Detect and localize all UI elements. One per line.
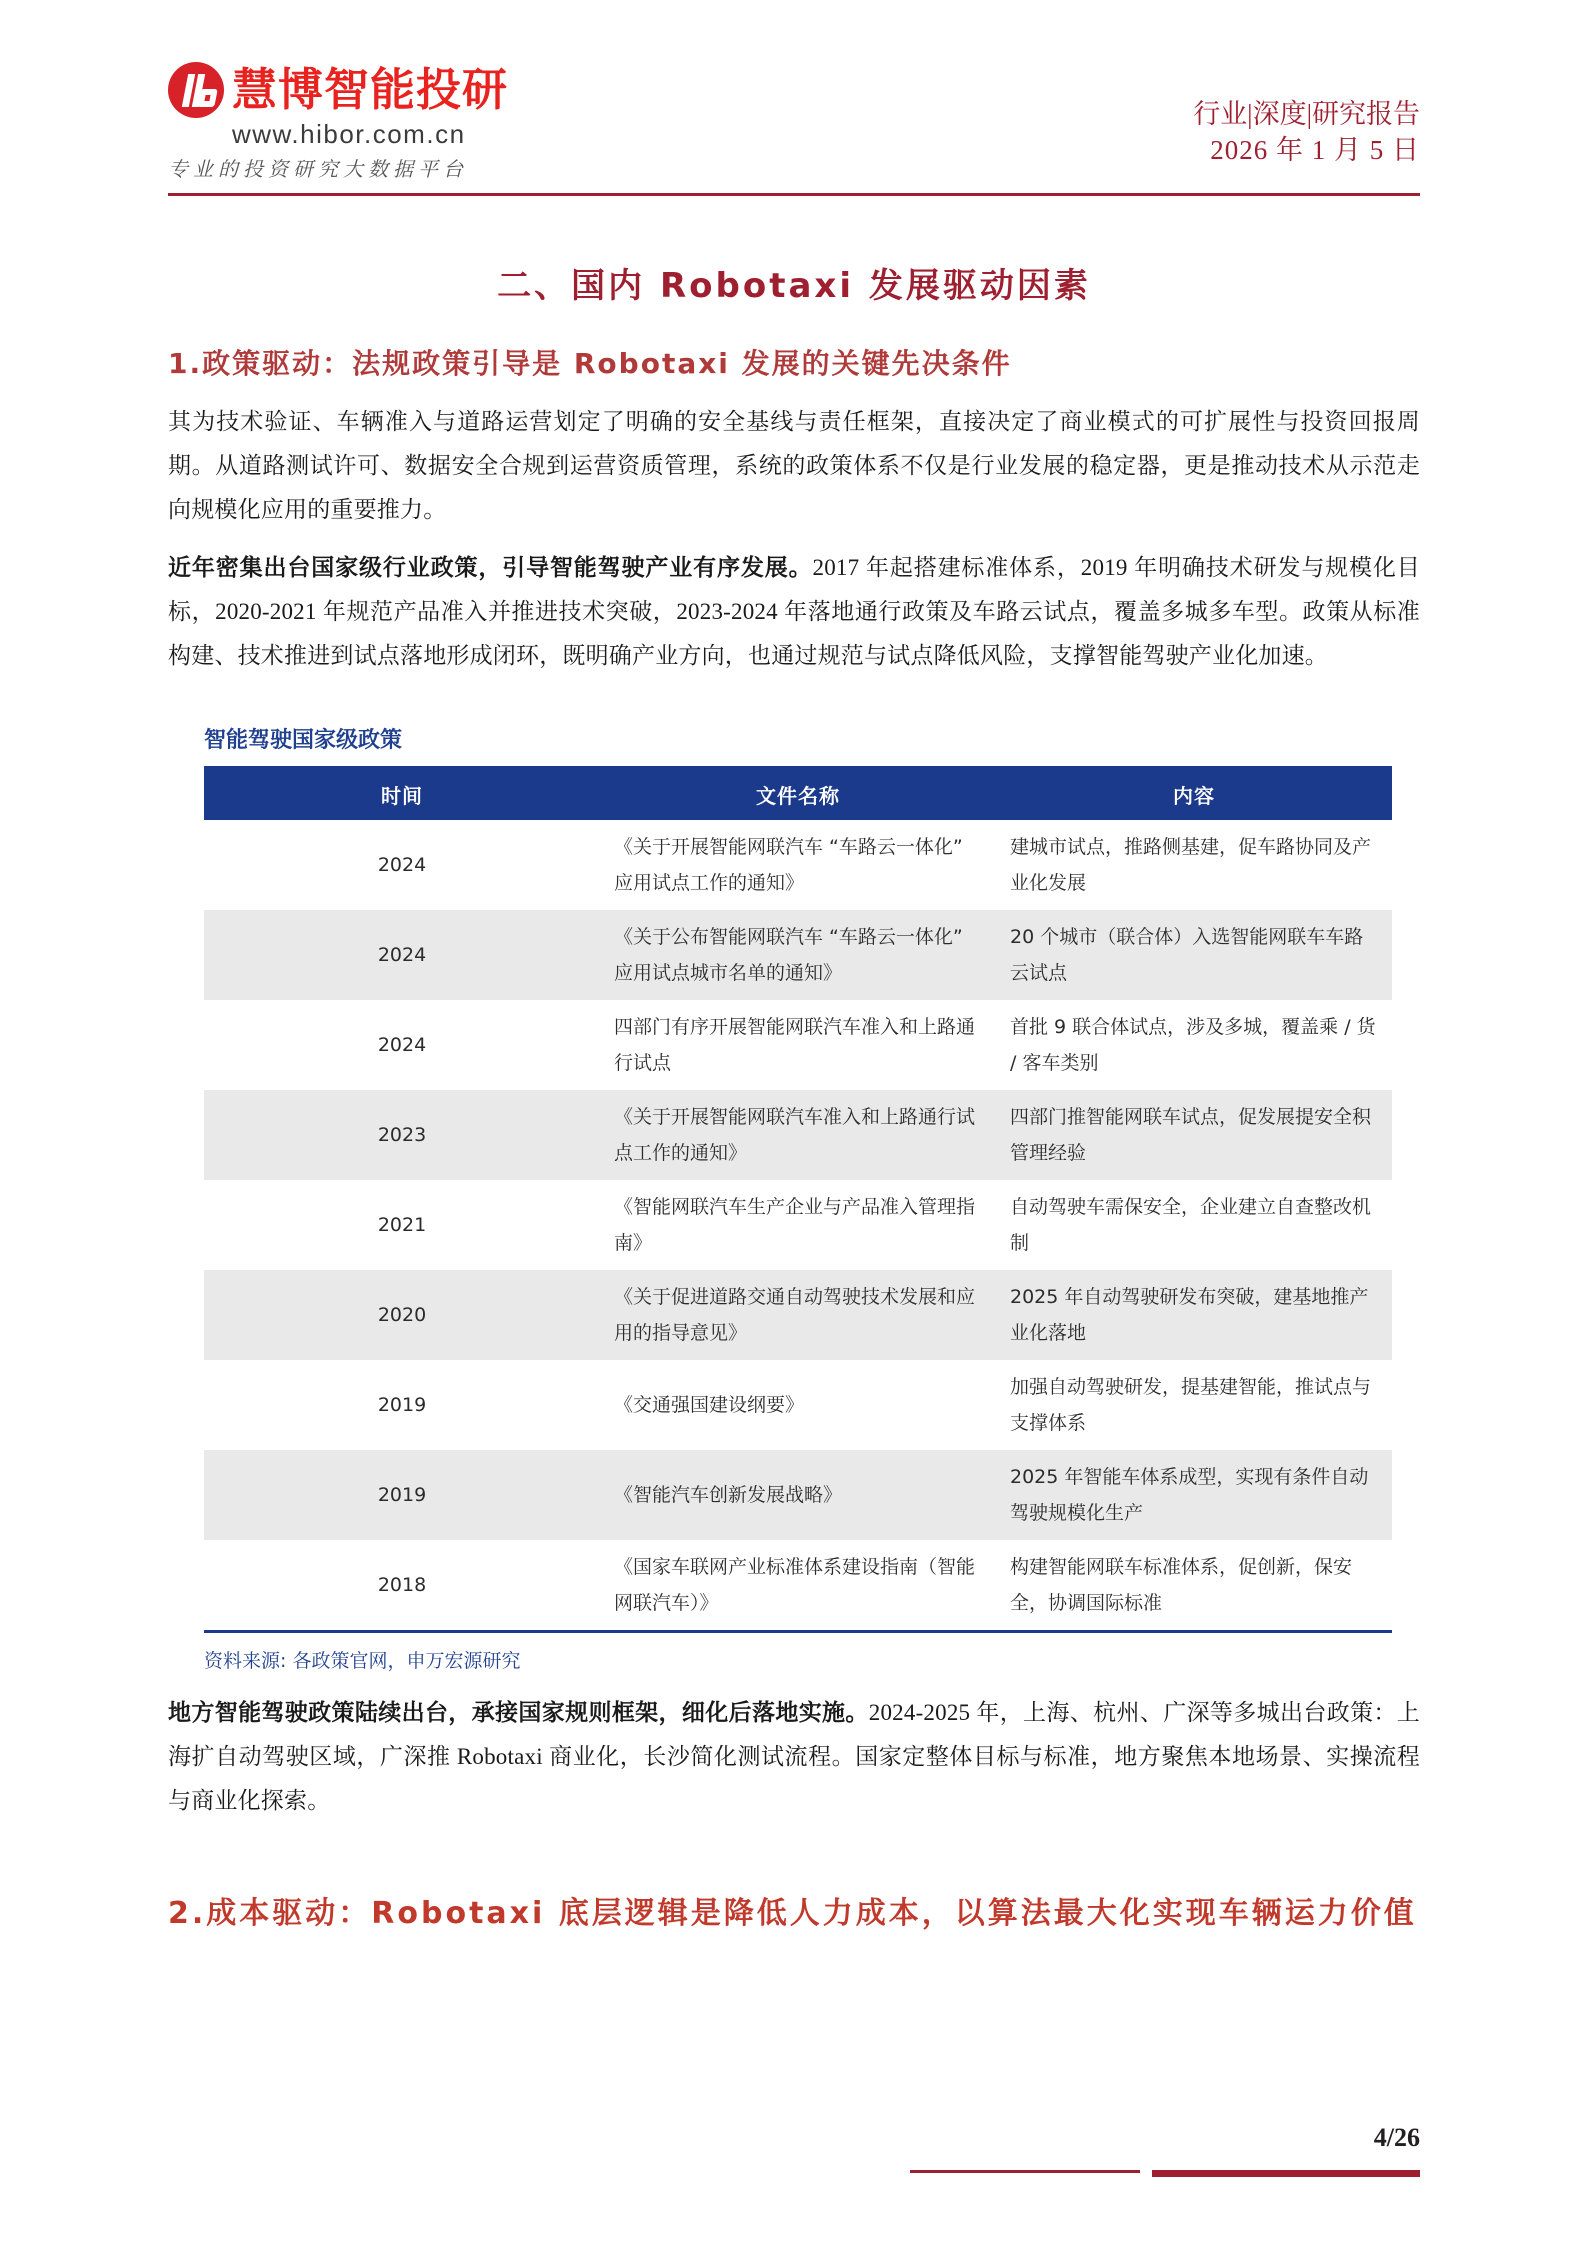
cell-year: 2024 — [377, 854, 427, 876]
paragraph-national-policy-rest: 2017 年起搭建标准体系，2019 年明确技术研发与规模化目标，2020-2021 年规范产品准入并推进技术突破，2023-2024 年落地通行政策及车路云试点，覆盖多城多车型。政策从标准构建、技术推进到试点落地形成闭环，既明确产业方向，也通过规范与试点降低风险，支撑智能驾驶产业化加速。 — [168, 555, 1420, 668]
brand-name-cn: 慧博智能投研 — [232, 63, 509, 116]
brand-url: www.hibor.com.cn — [232, 119, 466, 149]
exhibit-policy-table — [204, 724, 1392, 1677]
cell-content: 自动驾驶车需保安全，企业建立自查整改机制 — [1010, 1196, 1372, 1254]
page-content — [168, 236, 1420, 1953]
header-meta — [1193, 96, 1420, 168]
cell-document: 《智能网联汽车生产企业与产品准入管理指南》 — [614, 1196, 976, 1254]
heading-policy-driver: 1.政策驱动：法规政策引导是 Robotaxi 发展的关键先决条件 — [168, 347, 1012, 380]
column-header-time: 时间 — [204, 768, 600, 821]
cell-document: 《关于开展智能网联汽车 “车路云一体化” 应用试点工作的通知》 — [614, 836, 963, 894]
table-row — [204, 1270, 1392, 1360]
table-row — [204, 1180, 1392, 1270]
footer-divider-left — [910, 2170, 1140, 2173]
cell-content: 建城市试点，推路侧基建，促车路协同及产业化发展 — [1010, 836, 1372, 894]
cell-year: 2019 — [204, 1450, 600, 1540]
cell-year: 2018 — [377, 1574, 427, 1596]
paragraph-local-policy — [168, 1691, 1420, 1823]
table-body — [204, 820, 1392, 1632]
table-row — [204, 820, 1392, 910]
paragraph-national-policy — [168, 546, 1420, 678]
paragraph-local-policy-rest: 2024-2025 年，上海、杭州、广深等多城出台政策：上海扩自动驾驶区域，广深推 Robotaxi 商业化，长沙简化测试流程。国家定整体目标与标准，地方聚焦本地场景、实操流程与商业化探索。 — [168, 1700, 1420, 1813]
page-number: 4/26 — [1373, 2123, 1420, 2152]
table-header — [204, 768, 1392, 821]
page-title: 二、国内 Robotaxi 发展驱动因素 — [497, 266, 1091, 306]
cell-year: 2024 — [204, 910, 600, 1000]
table-row — [204, 1540, 1392, 1632]
table-row — [204, 1450, 1392, 1540]
cell-document: 《交通强国建设纲要》 — [614, 1394, 805, 1416]
exhibit-title: 智能驾驶国家级政策 — [204, 728, 403, 753]
cell-document: 四部门有序开展智能网联汽车准入和上路通行试点 — [614, 1016, 976, 1074]
report-type: 行业|深度|研究报告 — [1193, 99, 1420, 129]
cell-year: 2020 — [204, 1270, 600, 1360]
brand-tagline: 专业的投资研究大数据平台 — [168, 159, 468, 181]
hibor-logo-icon — [168, 62, 224, 118]
header-divider — [168, 193, 1420, 196]
cell-year: 2024 — [377, 1034, 427, 1056]
page-footer — [0, 2085, 1588, 2245]
column-header-document: 文件名称 — [600, 768, 996, 821]
table-row — [204, 1000, 1392, 1090]
exhibit-source: 资料来源: 各政策官网，申万宏源研究 — [204, 1650, 521, 1672]
paragraph-intro: 其为技术验证、车辆准入与道路运营划定了明确的安全基线与责任框架，直接决定了商业模式的可扩展性与投资回报周期。从道路测试许可、数据安全合规到运营资质管理，系统的政策体系不仅是行业发展的稳定器，更是推动技术从示范走向规模化应用的重要推力。 — [168, 409, 1420, 522]
cell-year: 2019 — [377, 1394, 427, 1416]
cell-document: 《智能汽车创新发展战略》 — [600, 1450, 996, 1540]
cell-content: 20 个城市（联合体）入选智能网联车车路云试点 — [996, 910, 1392, 1000]
column-header-content: 内容 — [996, 768, 1392, 821]
cell-content: 首批 9 联合体试点，涉及多城，覆盖乘 / 货 / 客车类别 — [1010, 1016, 1376, 1074]
cell-document: 《关于促进道路交通自动驾驶技术发展和应用的指导意见》 — [600, 1270, 996, 1360]
paragraph-local-policy-lead: 地方智能驾驶政策陆续出台，承接国家规则框架，细化后落地实施。 — [168, 1700, 869, 1726]
footer-divider-right — [1152, 2170, 1420, 2177]
cell-content: 2025 年智能车体系成型，实现有条件自动驾驶规模化生产 — [996, 1450, 1392, 1540]
logo-row — [168, 62, 508, 118]
cell-content: 构建智能网联车标准体系，促创新，保安全，协调国际标准 — [1010, 1556, 1353, 1614]
cell-document: 《关于公布智能网联汽车 “车路云一体化” 应用试点城市名单的通知》 — [600, 910, 996, 1000]
table-row — [204, 1360, 1392, 1450]
cell-year: 2021 — [377, 1214, 427, 1236]
cell-content: 2025 年自动驾驶研发布突破，建基地推产业化落地 — [996, 1270, 1392, 1360]
table-row — [204, 1090, 1392, 1180]
heading-cost-driver: 2.成本驱动：Robotaxi 底层逻辑是降低人力成本，以算法最大化实现车辆运力价值 — [168, 1896, 1417, 1931]
table-header-row — [204, 768, 1392, 821]
paragraph-national-policy-lead: 近年密集出台国家级行业政策，引导智能驾驶产业有序发展。 — [168, 555, 813, 581]
cell-content: 加强自动驾驶研发，提基建智能，推试点与支撑体系 — [1010, 1376, 1372, 1434]
page-header — [0, 0, 1588, 196]
policy-table — [204, 766, 1392, 1633]
cell-content: 四部门推智能网联车试点，促发展提安全积管理经验 — [996, 1090, 1392, 1180]
cell-year: 2023 — [204, 1090, 600, 1180]
report-date: 2026 年 1 月 5 日 — [1210, 135, 1420, 165]
cell-document: 《国家车联网产业标准体系建设指南（智能网联汽车）》 — [614, 1556, 976, 1614]
brand-logo — [168, 62, 508, 182]
cell-document: 《关于开展智能网联汽车准入和上路通行试点工作的通知》 — [600, 1090, 996, 1180]
table-row — [204, 910, 1392, 1000]
